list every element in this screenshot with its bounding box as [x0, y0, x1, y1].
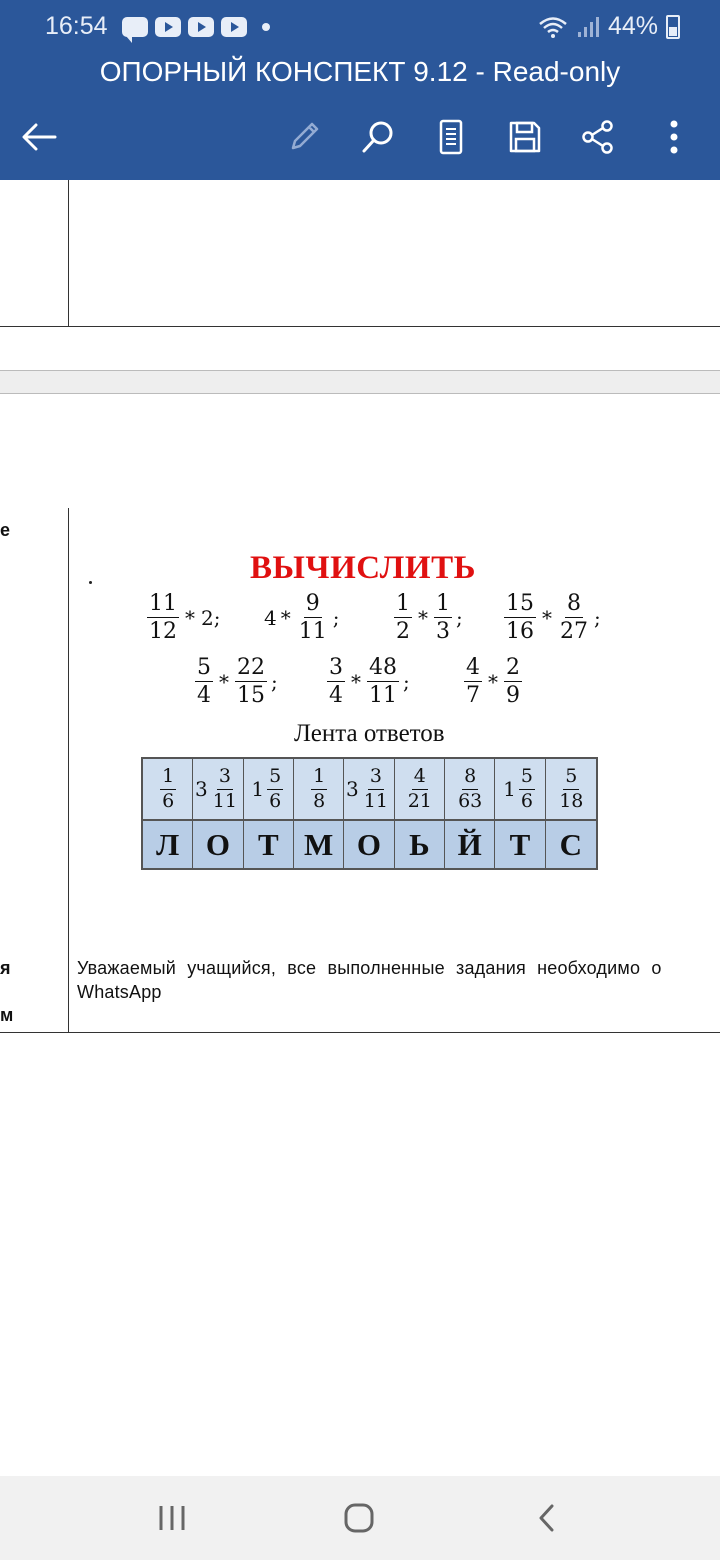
denominator: 4 [329, 683, 343, 709]
expression-7 [462, 656, 524, 707]
table-border [68, 508, 69, 1033]
denominator: 63 [458, 789, 483, 812]
answer-letter: С [546, 821, 596, 868]
signal-icon [576, 15, 600, 39]
operator: * [351, 669, 361, 694]
denominator: 11 [212, 789, 237, 812]
fraction [160, 764, 176, 812]
expression-5 [193, 656, 278, 707]
fraction [195, 656, 213, 707]
numerator: 9 [304, 592, 322, 618]
back-arrow-icon[interactable] [16, 114, 62, 160]
numerator: 11 [147, 592, 179, 618]
row-label: я [0, 958, 11, 978]
denominator: 12 [149, 619, 177, 645]
operand: 2; [201, 605, 221, 630]
expression-2 [262, 592, 339, 643]
answer-letter: М [294, 821, 344, 868]
denominator: 18 [559, 789, 584, 812]
numerator: 3 [368, 767, 384, 790]
whole-part: 1 [251, 777, 265, 801]
more-icon[interactable] [651, 114, 697, 160]
edit-icon[interactable] [281, 114, 327, 160]
fraction [504, 656, 522, 707]
denominator: 11 [369, 683, 397, 709]
fraction [434, 592, 452, 643]
denominator: 15 [237, 683, 265, 709]
answer-cell [244, 759, 294, 821]
status-right [538, 12, 680, 41]
search-icon[interactable] [355, 114, 401, 160]
youtube-icon [155, 17, 181, 37]
answer-cell [395, 759, 445, 821]
save-icon[interactable] [502, 114, 548, 160]
answer-cell [445, 759, 495, 821]
paragraph-line: WhatsApp [77, 982, 162, 1002]
bullet-dot [89, 581, 92, 584]
separator: ; [271, 669, 278, 694]
numerator: 1 [311, 767, 327, 790]
task-heading: ВЫЧИСЛИТЬ [250, 550, 476, 586]
expression-1 [145, 592, 220, 643]
fraction [557, 764, 585, 812]
system-nav-bar [0, 1476, 720, 1560]
share-icon[interactable] [575, 114, 621, 160]
whole-part: 3 [195, 777, 208, 801]
operator: * [542, 605, 552, 630]
numerator: 3 [217, 767, 233, 790]
fraction [147, 592, 179, 643]
fraction [311, 764, 327, 812]
answers-table [141, 757, 598, 870]
answer-cell [495, 759, 545, 821]
reading-view-icon[interactable] [428, 114, 474, 160]
page-break [0, 370, 720, 394]
fraction [327, 656, 345, 707]
answers-title: Лента ответов [294, 720, 445, 747]
answer-letter: О [344, 821, 394, 868]
denominator: 9 [506, 683, 520, 709]
row-label: е [0, 520, 11, 540]
fraction [362, 764, 390, 812]
separator: ; [403, 669, 410, 694]
answer-letter: Ь [395, 821, 445, 868]
denominator: 6 [520, 789, 533, 812]
fraction [267, 764, 283, 812]
denominator: 6 [162, 789, 175, 812]
operator: * [280, 605, 291, 630]
app-bar [0, 0, 720, 180]
denominator: 27 [560, 619, 588, 645]
numerator: 22 [235, 656, 267, 682]
denominator: 11 [298, 619, 327, 645]
answer-cell [344, 759, 394, 821]
answer-cell [143, 759, 193, 821]
fraction [464, 656, 482, 707]
fraction [558, 592, 590, 643]
numerator: 5 [195, 656, 213, 682]
instruction-paragraph [77, 956, 720, 1004]
operator: * [418, 605, 428, 630]
row-label: м [0, 1005, 14, 1025]
numerator: 1 [160, 767, 176, 790]
fraction [211, 764, 239, 812]
notification-icons [122, 17, 270, 37]
operator: * [219, 669, 229, 694]
answer-cell [294, 759, 344, 821]
fraction [297, 592, 329, 643]
expression-4 [502, 592, 601, 643]
fraction [504, 592, 536, 643]
status-time: 16:54 [45, 12, 108, 40]
denominator: 16 [506, 619, 534, 645]
table-border [0, 326, 720, 327]
numerator: 1 [434, 592, 452, 618]
battery-percent: 44% [607, 12, 658, 40]
numerator: 8 [565, 592, 583, 618]
table-border [0, 1032, 720, 1033]
operator: * [185, 605, 195, 630]
message-icon [122, 17, 148, 37]
answer-letter: Т [495, 821, 545, 868]
denominator: 3 [436, 619, 450, 645]
numerator: 5 [519, 767, 535, 790]
more-notifications-icon [262, 23, 270, 31]
separator: ; [332, 605, 340, 630]
answer-letter: О [193, 821, 243, 868]
operand: 4 [264, 605, 277, 630]
separator: ; [594, 605, 601, 630]
expression-3 [392, 592, 463, 643]
answer-cell [193, 759, 243, 821]
paragraph-line: Уважаемый учащийся, все выполненные задания необходимо о [77, 958, 662, 978]
youtube-icon [221, 17, 247, 37]
answer-cell [546, 759, 596, 821]
denominator: 21 [407, 789, 432, 812]
expression-6 [325, 656, 410, 707]
status-bar [0, 0, 720, 56]
denominator: 6 [269, 789, 282, 812]
answer-letter: Т [244, 821, 294, 868]
separator: ; [456, 605, 463, 630]
numerator: 5 [563, 767, 579, 790]
fraction [406, 764, 434, 812]
answer-letter: Й [445, 821, 495, 868]
home-icon[interactable] [335, 1494, 383, 1542]
numerator: 5 [267, 767, 283, 790]
numerator: 8 [462, 767, 478, 790]
denominator: 4 [197, 683, 211, 709]
denominator: 11 [363, 789, 388, 812]
youtube-icon [188, 17, 214, 37]
numerator: 2 [504, 656, 522, 682]
numerator: 48 [367, 656, 399, 682]
fraction [367, 656, 399, 707]
fraction [519, 764, 535, 812]
table-border [68, 180, 69, 327]
denominator: 7 [466, 683, 480, 709]
recent-apps-icon[interactable] [148, 1494, 196, 1542]
numerator: 1 [394, 592, 412, 618]
document-title: ОПОРНЫЙ КОНСПЕКТ 9.12 - Read-only [99, 56, 621, 87]
fraction [456, 764, 484, 812]
denominator: 2 [396, 619, 410, 645]
numerator: 3 [327, 656, 345, 682]
denominator: 8 [313, 789, 326, 812]
fraction [394, 592, 412, 643]
numerator: 4 [464, 656, 482, 682]
document-view[interactable] [0, 180, 720, 1476]
whole-part: 3 [346, 777, 359, 801]
fraction [235, 656, 267, 707]
answer-letter: Л [143, 821, 193, 868]
operator: * [488, 669, 498, 694]
back-icon[interactable] [523, 1494, 571, 1542]
numerator: 4 [412, 767, 428, 790]
numerator: 15 [504, 592, 536, 618]
wifi-icon [538, 15, 568, 39]
whole-part: 1 [503, 777, 516, 801]
battery-icon [666, 15, 680, 39]
